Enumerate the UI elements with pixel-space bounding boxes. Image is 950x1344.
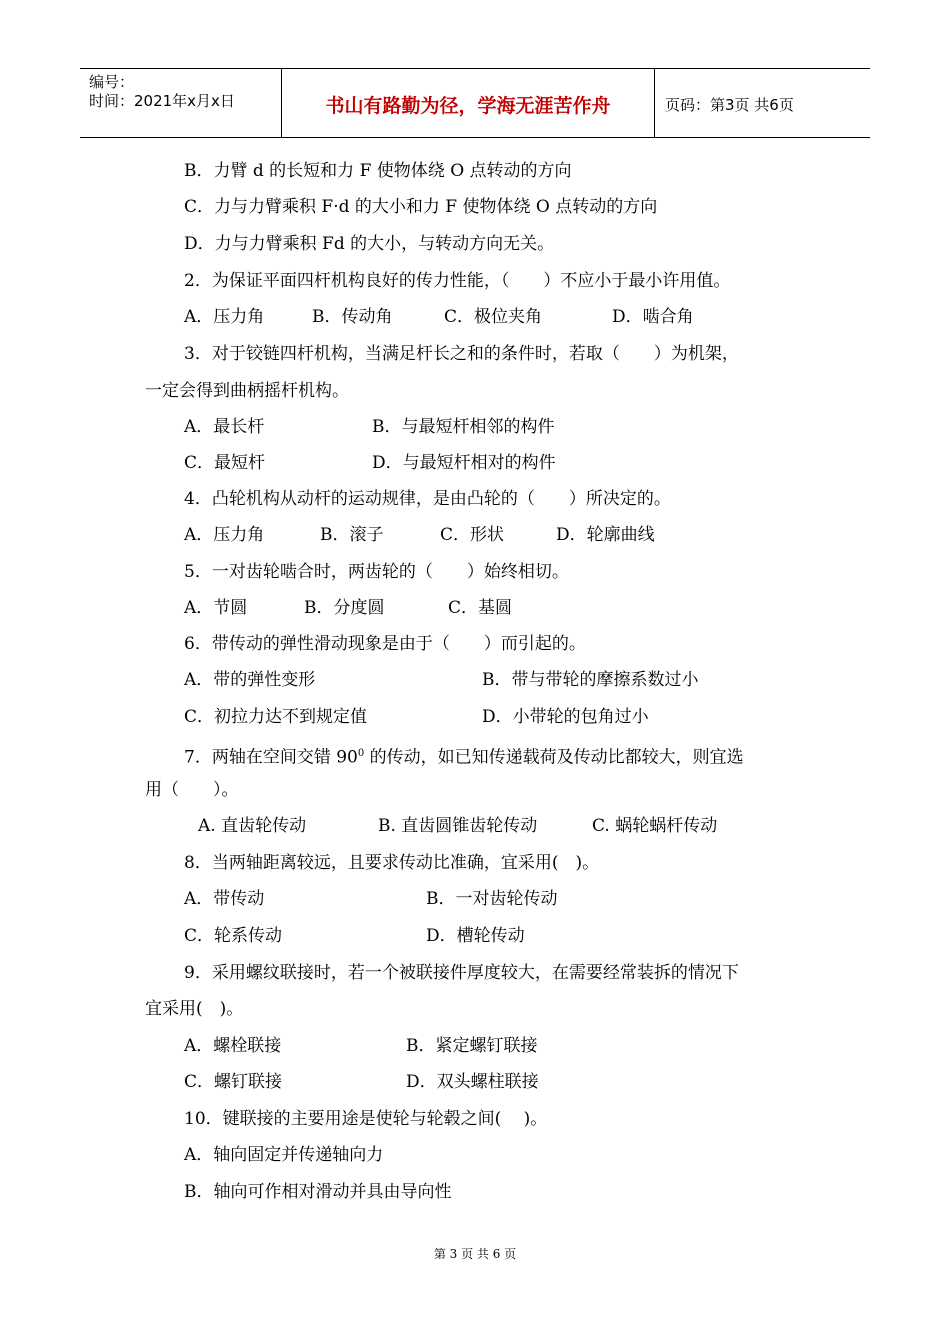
question-text-part: 7．两轴在空间交错 90: [184, 747, 358, 768]
option-line: C．力与力臂乘积 F·d 的大小和力 F 使物体绕 O 点转动的方向: [184, 197, 658, 217]
option-item: D．小带轮的包角过小: [482, 707, 649, 727]
option-item: B．一对齿轮传动: [426, 889, 558, 909]
question-text: 10．键联接的主要用途是使轮与轮毂之间( )。: [184, 1109, 548, 1129]
page-number-label: 页码：第3页 共6页: [665, 96, 794, 114]
question-text-continued: 用（ ）。: [145, 780, 239, 800]
page-footer: 第 3 页 共 6 页: [433, 1247, 517, 1261]
option-item: A．带传动: [184, 889, 265, 909]
option-item: B．滚子: [320, 525, 384, 545]
header-meta-cell: [80, 69, 282, 137]
option-item: C．基圆: [448, 598, 513, 618]
header-page-cell: [655, 69, 870, 137]
option-line: B．力臂 d 的长短和力 F 使物体绕 O 点转动的方向: [184, 161, 572, 181]
option-item: B．与最短杆相邻的构件: [372, 417, 555, 437]
question-text-part: 的传动，如已知传递载荷及传动比都较大，则宜选: [364, 747, 744, 768]
option-item: C．最短杆: [184, 453, 266, 473]
option-item: D．双头螺柱联接: [406, 1072, 539, 1092]
option-line: B．轴向可作相对滑动并具由导向性: [184, 1182, 452, 1202]
option-item: A．带的弹性变形: [184, 670, 316, 690]
question-text-continued: 一定会得到曲柄摇杆机构。: [145, 381, 349, 401]
option-item: A. 直齿轮传动: [198, 816, 307, 836]
option-line: D．力与力臂乘积 Fd 的大小，与转动方向无关。: [184, 234, 555, 254]
header-motto-cell: [282, 69, 655, 137]
question-text: 6．带传动的弹性滑动现象是由于（ ）而引起的。: [184, 634, 586, 654]
date-label: 时间：2021年x月x日: [89, 92, 235, 110]
option-item: C．螺钉联接: [184, 1072, 283, 1092]
question-text: 5．一对齿轮啮合时，两齿轮的（ ）始终相切。: [184, 562, 569, 582]
degree-superscript: 0: [357, 748, 365, 759]
question-text-continued: 宜采用( )。: [145, 999, 244, 1019]
option-item: C．轮系传动: [184, 926, 283, 946]
question-text: 8．当两轴距离较远，且要求传动比准确，宜采用( )。: [184, 853, 600, 873]
option-line: A．轴向固定并传递轴向力: [184, 1145, 384, 1165]
question-text: 2．为保证平面四杆机构良好的传力性能，（ ）不应小于最小许用值。: [184, 271, 731, 291]
option-item: B．带与带轮的摩擦系数过小: [482, 670, 699, 690]
option-item: C．极位夹角: [444, 307, 543, 327]
option-item: C. 蜗轮蜗杆传动: [592, 816, 718, 836]
option-item: D．与最短杆相对的构件: [372, 453, 556, 473]
option-item: A．螺栓联接: [184, 1036, 282, 1056]
question-text: 9．采用螺纹联接时，若一个被联接件厚度较大，在需要经常装拆的情况下: [184, 963, 739, 983]
option-item: D．啮合角: [612, 307, 694, 327]
option-item: B．分度圆: [304, 598, 385, 618]
option-item: C．初拉力达不到规定值: [184, 707, 368, 727]
option-item: A．节圆: [184, 598, 248, 618]
option-item: C．形状: [440, 525, 505, 545]
option-item: B．传动角: [312, 307, 393, 327]
option-item: D．槽轮传动: [426, 926, 525, 946]
serial-number-label: 编号：: [89, 73, 135, 91]
question-text: [184, 743, 744, 769]
option-item: A．压力角: [184, 525, 265, 545]
motto-text: 书山有路勤为径，学海无涯苦作舟: [325, 95, 611, 117]
option-item: A．最长杆: [184, 417, 265, 437]
page-header: [80, 68, 870, 138]
option-item: B. 直齿圆锥齿轮传动: [378, 816, 538, 836]
option-item: A．压力角: [184, 307, 265, 327]
question-text: 4．凸轮机构从动杆的运动规律，是由凸轮的（ ）所决定的。: [184, 489, 671, 509]
option-item: B．紧定螺钉联接: [406, 1036, 538, 1056]
option-item: D．轮廓曲线: [556, 525, 655, 545]
question-text: 3．对于铰链四杆机构，当满足杆长之和的条件时，若取（ ）为机架，: [184, 344, 739, 364]
